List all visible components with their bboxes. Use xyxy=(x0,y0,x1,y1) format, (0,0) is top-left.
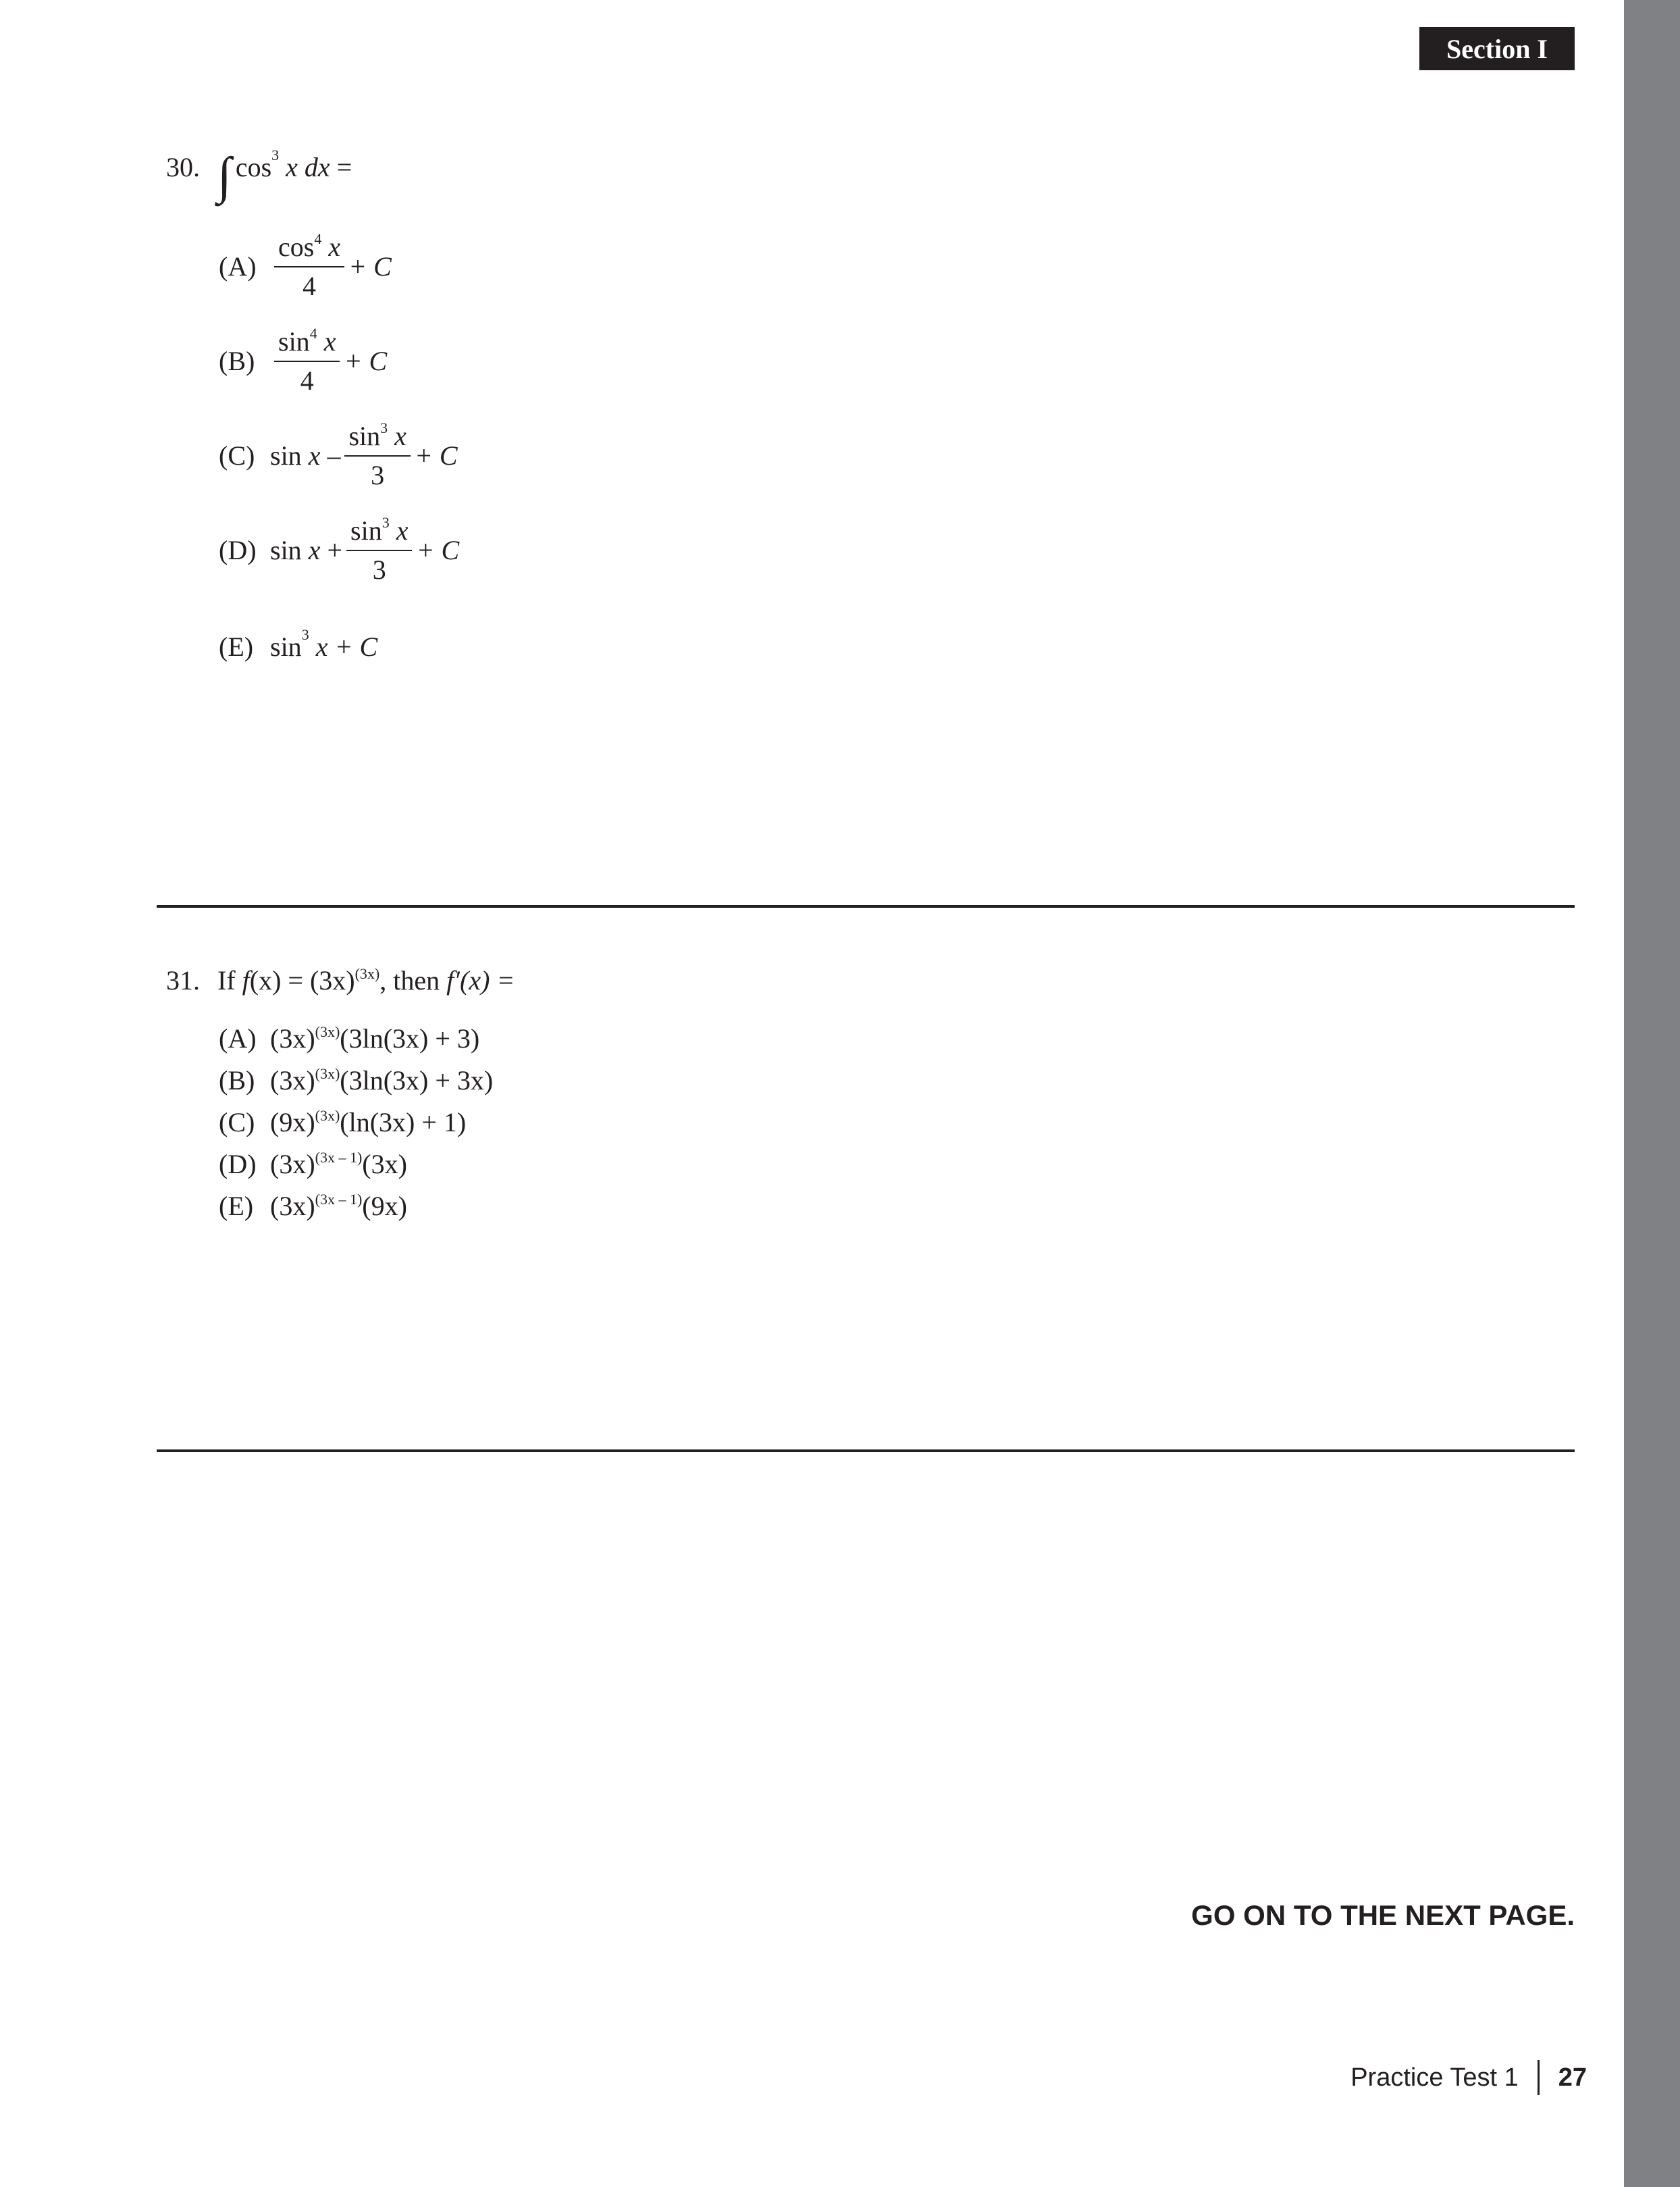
choice-30-e[interactable]: (E) sin $^3$ x + C xyxy=(219,626,378,662)
choice-label: (C) xyxy=(219,1107,255,1137)
choice-label: (B) xyxy=(219,346,255,376)
choice-30-a[interactable]: (A) $\frac{\cos^4 x}{4}$ + C xyxy=(219,230,392,301)
choice-31-c[interactable]: (C) $(9x)^{(3x)}(\ln(3x) + 1)$ xyxy=(219,1107,467,1137)
question-number: 31. xyxy=(166,965,200,996)
fraction: $\frac{\sin^3 x}{3}$ xyxy=(346,517,412,584)
section-badge: Section I xyxy=(1419,27,1575,70)
choice-30-d[interactable]: (D) sin x + $\frac{\sin^3 x}{3}$ + C xyxy=(219,514,460,585)
test-name: Practice Test 1 xyxy=(1350,2063,1519,2092)
divider-rule xyxy=(157,1449,1575,1452)
integral-sign: ∫ xyxy=(217,147,232,204)
choice-label: (D) xyxy=(219,1149,257,1179)
choice-31-a[interactable]: (A) $(3x)^{(3x)}(3\ln(3x) + 3)$ xyxy=(219,1023,480,1054)
page-edge-tab xyxy=(1624,0,1680,2187)
choice-label: (B) xyxy=(219,1065,255,1096)
question-30-stem: 30. ∫ cos $^3$ x dx = xyxy=(166,147,352,204)
choice-label: (A) xyxy=(219,251,257,282)
choice-30-c[interactable]: (C) sin x – $\frac{\sin^3 x}{3}$ + C xyxy=(219,419,458,490)
fraction: $\frac{\cos^4 x}{4}$ xyxy=(274,234,344,300)
choice-31-b[interactable]: (B) $(3x)^{(3x)}(3\ln(3x) + 3x)$ xyxy=(219,1065,494,1096)
choice-label: (D) xyxy=(219,535,257,565)
choice-label: (E) xyxy=(219,1191,254,1221)
divider-rule xyxy=(157,905,1575,908)
fraction: $\frac{\sin^4 x}{4}$ xyxy=(274,328,340,394)
choice-31-d[interactable]: (D) $(3x)^{(3x - 1)}(3x)$ xyxy=(219,1149,407,1179)
page-footer xyxy=(1350,2060,1587,2095)
go-on-next-page: GO ON TO THE NEXT PAGE. xyxy=(1191,1899,1575,1931)
choice-label: (A) xyxy=(219,1023,257,1054)
page-number: 27 xyxy=(1558,2063,1587,2092)
choice-label: (C) xyxy=(219,440,255,471)
choice-30-b[interactable]: (B) $\frac{\sin^4 x}{4}$ + C xyxy=(219,325,388,396)
choice-31-e[interactable]: (E) $(3x)^{(3x - 1)}(9x)$ xyxy=(219,1191,407,1221)
footer-separator xyxy=(1538,2060,1540,2095)
question-31-stem: 31. If $f(x) = (3x)^{(3x)}$, then f′(x) = xyxy=(166,965,515,996)
question-number: 30. xyxy=(166,152,200,182)
fraction: $\frac{\sin^3 x}{3}$ xyxy=(344,423,410,489)
choice-label: (E) xyxy=(219,632,254,662)
